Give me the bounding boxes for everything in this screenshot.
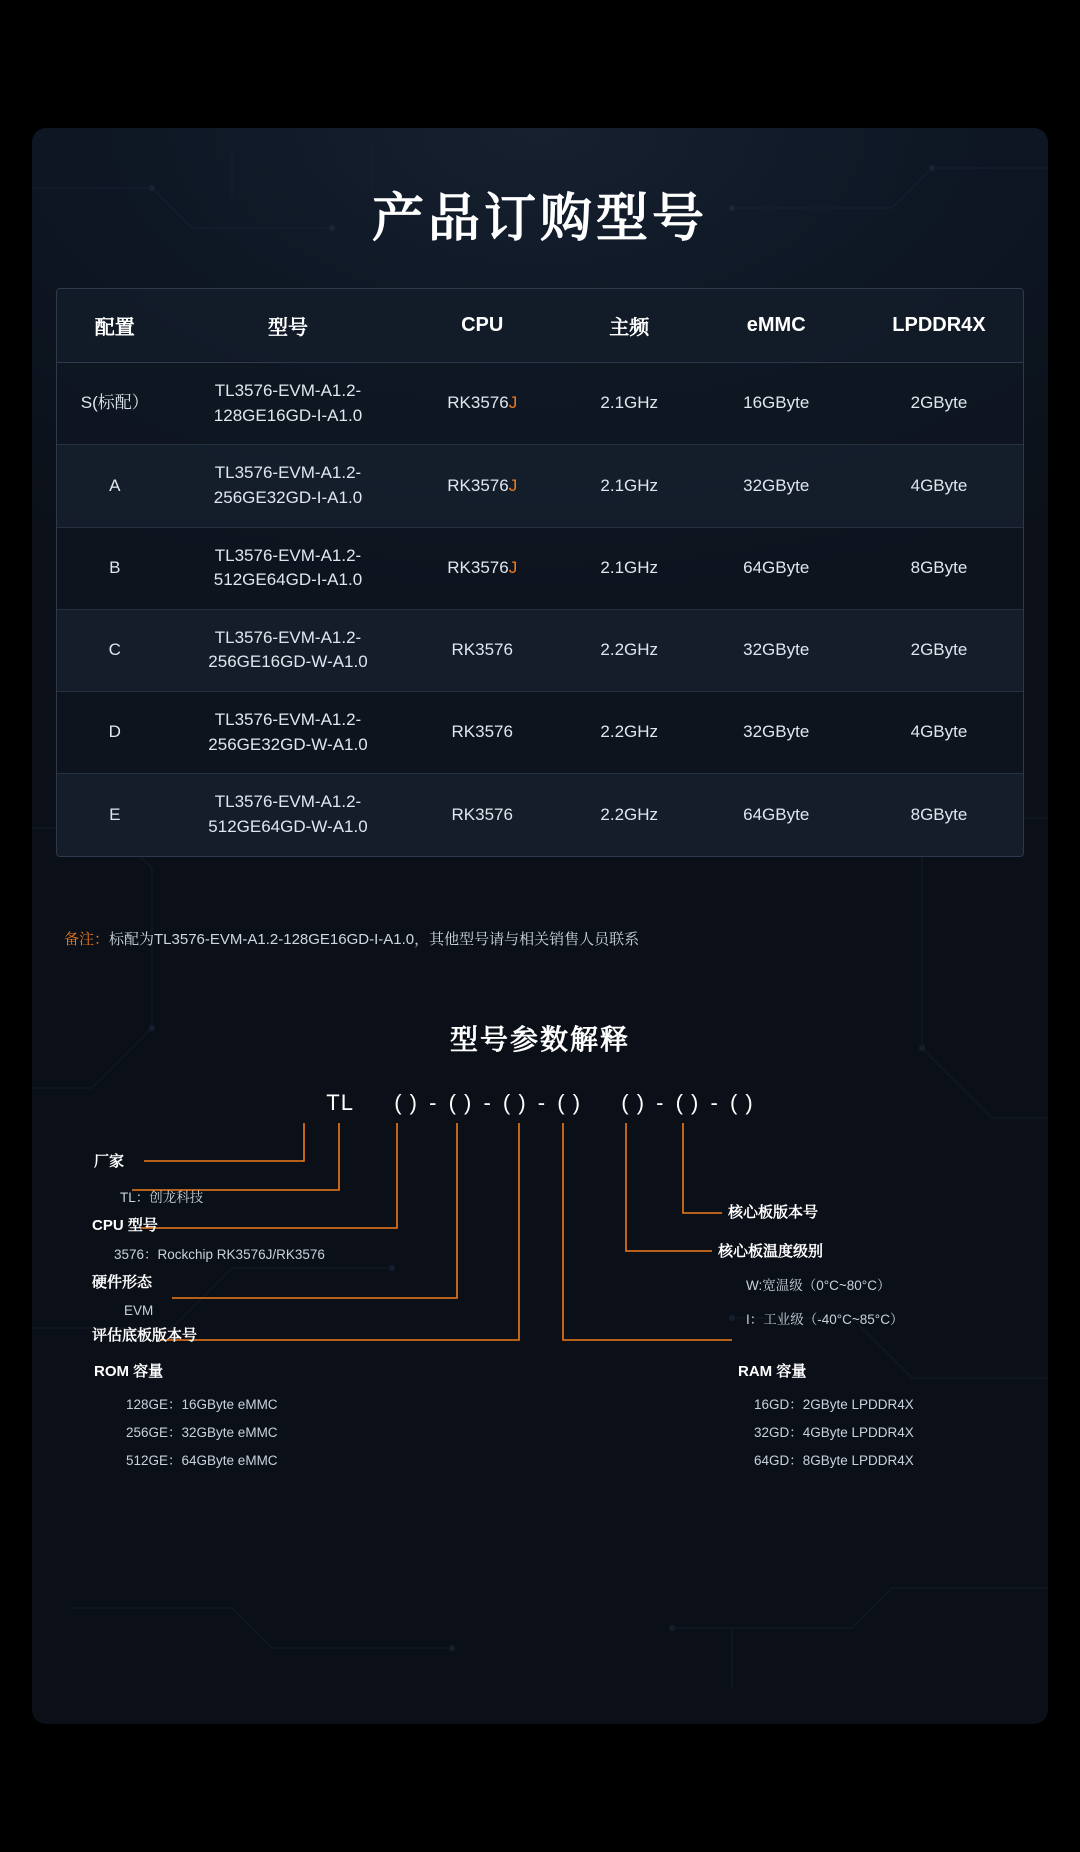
legend-ram-detail-2: 32GD：4GByte LPDDR4X (754, 1425, 914, 1440)
formula-token-5: ( ) (621, 1090, 646, 1115)
legend-ram-detail-1: 16GD：2GByte LPDDR4X (754, 1397, 914, 1412)
cell-model: TL3576-EVM-A1.2-256GE32GD-W-A1.0 (172, 692, 403, 774)
formula-token-2: ( ) (448, 1090, 473, 1115)
legend-vendor-label: 厂家 (94, 1153, 125, 1170)
cell-freq: 2.1GHz (561, 363, 698, 445)
cell-emmc: 64GByte (697, 527, 854, 609)
cell-model: TL3576-EVM-A1.2-256GE32GD-I-A1.0 (172, 445, 403, 527)
table-header-row (57, 289, 1023, 363)
legend-rom-detail-3: 512GE：64GByte eMMC (126, 1453, 278, 1468)
cell-emmc: 64GByte (697, 774, 854, 856)
legend-baseboard-label: 评估底板版本号 (92, 1327, 198, 1344)
cell-cpu: RK3576 (403, 774, 560, 856)
cell-freq: 2.2GHz (561, 609, 698, 691)
cell-model: TL3576-EVM-A1.2-128GE16GD-I-A1.0 (172, 363, 403, 445)
formula-token-6: ( ) (675, 1090, 700, 1115)
formula-token-1: ( ) (394, 1090, 418, 1115)
cell-model: TL3576-EVM-A1.2-256GE16GD-W-A1.0 (172, 609, 403, 691)
cell-freq: 2.2GHz (561, 774, 698, 856)
table-row (57, 445, 1023, 527)
cell-lpddr: 2GByte (855, 609, 1023, 691)
cell-config: S(标配） (57, 363, 172, 445)
formula-token-3: ( ) (502, 1090, 527, 1115)
cell-freq: 2.1GHz (561, 445, 698, 527)
legend-temp-detail-1: W:宽温级（0°C~80°C） (746, 1278, 891, 1293)
legend-cpu-label: CPU 型号 (92, 1217, 158, 1234)
cell-freq: 2.1GHz (561, 527, 698, 609)
legend-rom-label: ROM 容量 (94, 1363, 164, 1380)
cell-cpu: RK3576 (403, 692, 560, 774)
cell-lpddr: 2GByte (855, 363, 1023, 445)
table-note (64, 928, 639, 949)
legend-form-label: 硬件形态 (92, 1274, 153, 1291)
legend-ram-label: RAM 容量 (738, 1363, 807, 1380)
cell-config: B (57, 527, 172, 609)
cpu-j-suffix: J (508, 475, 518, 495)
cell-model: TL3576-EVM-A1.2-512GE64GD-I-A1.0 (172, 527, 403, 609)
note-label: 备注： (64, 931, 110, 948)
formula-prefix: TL (326, 1090, 354, 1115)
legend-temp-detail-2: I：工业级（-40°C~85°C） (746, 1312, 904, 1327)
legend-rom-detail-2: 256GE：32GByte eMMC (126, 1425, 278, 1440)
formula-dash: - (656, 1090, 665, 1115)
cell-config: C (57, 609, 172, 691)
cpu-j-suffix: J (508, 557, 518, 577)
page-title: 产品订购型号 (371, 190, 708, 248)
section-subtitle: 型号参数解释 (449, 1024, 630, 1055)
cell-emmc: 16GByte (697, 363, 854, 445)
th-config: 配置 (57, 289, 172, 363)
cell-cpu: RK3576J (403, 527, 560, 609)
th-lpddr4x: LPDDR4X (855, 289, 1023, 363)
cell-config: E (57, 774, 172, 856)
formula-dash: - (710, 1090, 719, 1115)
table-row (57, 692, 1023, 774)
cell-emmc: 32GByte (697, 692, 854, 774)
formula-dash: - (537, 1090, 547, 1115)
table-row (57, 527, 1023, 609)
cell-freq: 2.2GHz (561, 692, 698, 774)
formula-token-7: ( ) (729, 1090, 754, 1115)
th-emmc: eMMC (697, 289, 854, 363)
th-model: 型号 (172, 289, 403, 363)
cell-emmc: 32GByte (697, 609, 854, 691)
cell-config: A (57, 445, 172, 527)
legend-form-detail: EVM (124, 1303, 154, 1318)
table-row (57, 363, 1023, 445)
cell-cpu: RK3576 (403, 609, 560, 691)
cell-cpu: RK3576J (403, 445, 560, 527)
legend-vendor-detail: TL：创龙科技 (120, 1190, 204, 1205)
order-model-table (56, 288, 1024, 857)
cell-model: TL3576-EVM-A1.2-512GE64GD-W-A1.0 (172, 774, 403, 856)
formula-dash: - (429, 1090, 438, 1115)
product-card (32, 128, 1048, 1724)
legend-version-label: 核心板版本号 (728, 1204, 819, 1221)
cpu-j-suffix: J (508, 393, 518, 413)
table-row (57, 609, 1023, 691)
model-formula (32, 1090, 1048, 1116)
th-cpu: CPU (403, 289, 560, 363)
cell-lpddr: 4GByte (855, 445, 1023, 527)
cell-emmc: 32GByte (697, 445, 854, 527)
legend-temp-label: 核心板温度级别 (718, 1243, 824, 1260)
cell-lpddr: 8GByte (855, 527, 1023, 609)
note-text: 标配为TL3576-EVM-A1.2-128GE16GD-I-A1.0，其他型号请与相关销售人员联系 (109, 931, 640, 948)
formula-dash: - (483, 1090, 492, 1115)
th-freq: 主频 (561, 289, 698, 363)
cell-config: D (57, 692, 172, 774)
cell-lpddr: 4GByte (855, 692, 1023, 774)
formula-token-4: ( ) (557, 1090, 582, 1115)
table-row (57, 774, 1023, 856)
cell-lpddr: 8GByte (855, 774, 1023, 856)
legend-cpu-detail: 3576：Rockchip RK3576J/RK3576 (114, 1247, 325, 1262)
cell-cpu: RK3576J (403, 363, 560, 445)
legend-rom-detail-1: 128GE：16GByte eMMC (126, 1397, 278, 1412)
legend-ram-detail-3: 64GD：8GByte LPDDR4X (754, 1453, 914, 1468)
